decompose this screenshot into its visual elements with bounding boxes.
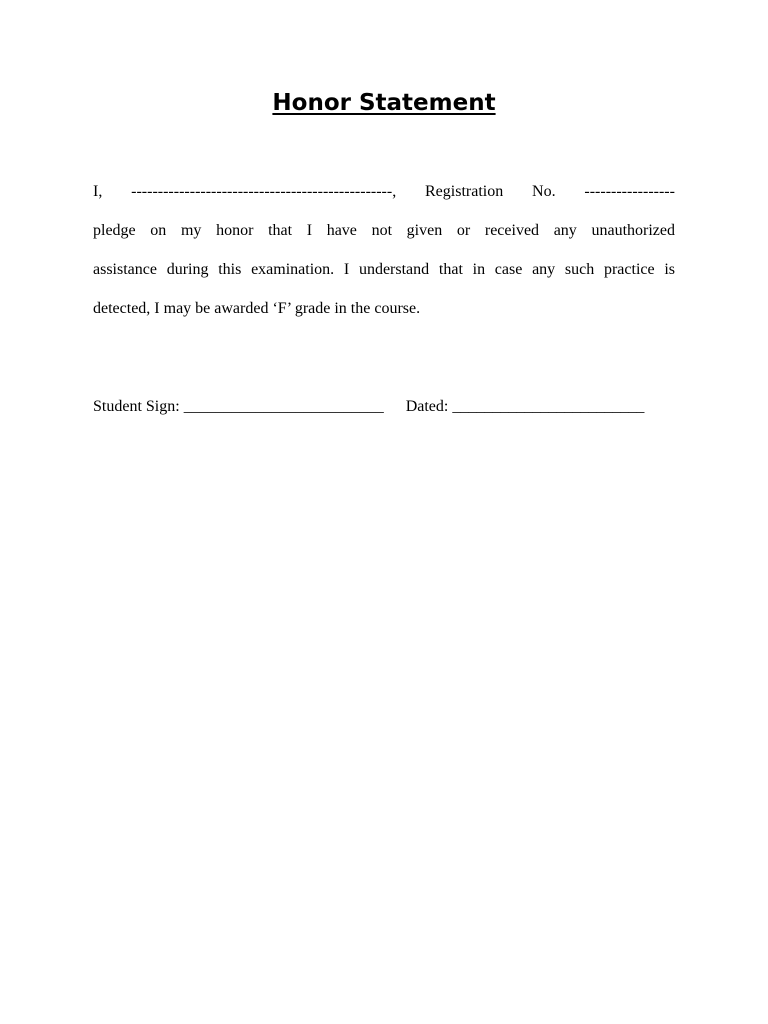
pledge-paragraph xyxy=(93,172,675,328)
registration-label: Registration xyxy=(425,183,504,200)
document-title: Honor Statement xyxy=(272,90,496,116)
name-blank: -------------------------------------------------, xyxy=(131,183,397,200)
pledge-pronoun: I, xyxy=(93,183,103,200)
dated-label: Dated: xyxy=(405,398,449,415)
registration-blank: ----------------- xyxy=(584,183,675,200)
pledge-line-4: detected, I may be awarded ‘F’ grade in the course. xyxy=(93,300,421,317)
student-sign-blank: _________________________ xyxy=(183,398,384,415)
registration-no-label: No. xyxy=(532,183,556,200)
student-sign-label: Student Sign: xyxy=(93,398,180,415)
pledge-line-2: pledge on my honor that I have not given or received any unauthorized xyxy=(93,222,675,239)
pledge-line-1 xyxy=(93,172,675,211)
pledge-line-3: assistance during this examination. I understand that in case any such practice is xyxy=(93,261,675,278)
dated-blank: ________________________ xyxy=(452,398,645,415)
signature-row xyxy=(93,395,644,419)
